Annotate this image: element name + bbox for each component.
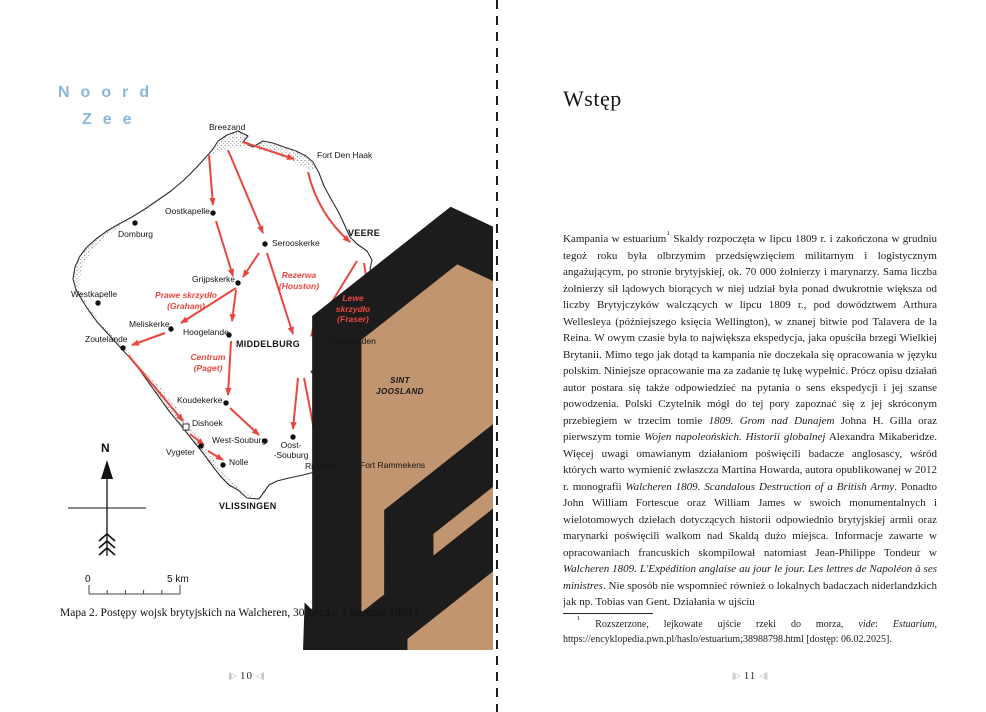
oost-souburg-line1: Oost- [280, 440, 302, 450]
unit-reserve-line1: Rezerwa [281, 270, 317, 280]
unit-centre-line2: (Paget) [193, 362, 223, 373]
compass-north-icon [68, 460, 146, 556]
sint-joosland-line2: JOOSLAND [376, 386, 424, 396]
town-label-domburg: Domburg [118, 229, 153, 239]
town-label-dishoek: Dishoek [192, 418, 223, 428]
town-label-veere: VEERE [348, 228, 381, 238]
town-label-zoutelande: Zoutelande [85, 334, 128, 344]
footer-ornament-left: ‖▷ [228, 672, 237, 680]
map-caption: Mapa 2. Postępy wojsk brytyjskich na Walcheren, 30 lipca – 1 sierpnia 1809 r. [60, 607, 422, 619]
unit-right-wing-line2: (Graham) [167, 300, 205, 311]
dot-oostkapelle [210, 210, 215, 215]
town-label-serooskerke: Serooskerke [272, 238, 320, 248]
town-label-grijpskerke: Grijpskerke [192, 274, 235, 284]
dot-nolle [220, 462, 225, 467]
page-number-right: 11 [743, 670, 757, 682]
town-label-meliskerke: Meliskerke [129, 319, 170, 329]
town-label-west-souburg: West-Souburg [212, 435, 267, 445]
dot-domburg [132, 220, 137, 225]
town-label-arnemuiden: Arnemuiden [330, 336, 376, 346]
dot-zoutelande [120, 345, 125, 350]
page-fold-dashed-line [496, 0, 498, 712]
dot-westkapelle [95, 300, 100, 305]
unit-centre-line1: Centrum [190, 352, 226, 362]
town-label-ritthem: Ritthem [305, 461, 335, 471]
town-label-koudekerke: Koudekerke [177, 395, 223, 405]
sint-joosland-line1: SINT [390, 376, 410, 385]
town-label-hoogelande: Hoogelande [183, 327, 229, 337]
dot-serooskerke [262, 241, 267, 246]
unit-reserve-line2: (Houston) [278, 280, 320, 291]
sea-label-noord: Noord [58, 84, 161, 101]
dishoek-marker [183, 424, 189, 430]
town-label-oostkapelle: Oostkapelle [165, 206, 210, 216]
unit-right-wing-line1: Prawe skrzydło [155, 290, 217, 300]
page-number-left: 10 [240, 670, 253, 682]
region-label-sint-joosland [372, 376, 428, 397]
left-page-footer [0, 670, 493, 682]
footnote-text: $^1$ Rozszerzone, lejkowate ujście rzeki do morza, vide: Estuarium, https://encyklopedia.pwn.pl/haslo/estuarium;38988798.html [dostęp: 06.02.2025]. [563, 615, 937, 645]
unit-label-reserve-houston [270, 270, 328, 291]
sea-label-zee: Zee [82, 111, 143, 128]
town-label-westkapelle: Westkapelle [71, 289, 118, 299]
body-paragraph: Kampania w estuarium$^1$ Skaldy rozpoczęta w lipcu 1809 r. i zakończona w grudniu tegoż roku była olbrzymim przedsięwzięciem militarnym i logistycznym angażującym, po stronie brytyjskiej, ok. 70 000 żołnierzy i marynarzy. Sama liczba żołnierzy sił lądowych biorących w niej udział była ponad dwukrotnie większa od liczby Brytyjczyków walczących w lipcu 1809 r., pod dowództwem Arthura Wellesleya (późniejszego księcia Wellington), w znanej bitwie pod Talavera de la Reina. W owym czasie była to największa ekspedycja, jaka opuściła brzegi Wielkiej Brytanii. Mimo tego jak dotąd ta kampania nie doczekała się opracowania w języku polskim. Niniejsze opracowanie ma za zadanie tę lukę wypełnić. Prócz opisu działań autor postara się także odpowiedzieć na pytania o sens ekspedycji i jej szanse powodzenia. Polski Czytelnik mógł do tej pory zapoznać się z jej skróconym przebiegiem w trzecim tomie 1809. Grom nad Dunajem Johna H. Gilla oraz pierwszym tomie Wojen napoleońskich. Historii globalnej Alexandra Mikaberidze. Więcej uwagi omawianym działaniom poświęcili badacze anglosascy, wśród których warto wymienić zwłaszcza Martina Howarda, autora opublikowanej w 2012 r. monografii Walcheren 1809. Scandalous Destruction of a British Army. Ponadto John William Fortescue oraz William James w swoich monumentalnych i wielotomowych dziełach dotyczących historii odpowiednio brytyjskiej armii oraz marynarki poświęcili walkom nad Skaldą dużo miejsca. Informacje zawarte w opracowaniach francuskich skompilował natomiast Jean-Philippe Tondeur w Walcheren 1809. L'Expédition anglaise au jour le jour. Les lettres de Napoléon à ses ministres. Nie sposób nie wspomnieć również o lokalnych badaczach niderlandzkich jak np. Tobias van Gent. Działania w ujściu [563, 231, 937, 608]
footer-ornament-left: ‖▷ [731, 672, 741, 680]
unit-label-right-wing-graham [148, 290, 224, 311]
town-label-breezand: Breezand [209, 122, 246, 132]
dot-vygeter [198, 443, 203, 448]
town-label-oost-souburg [270, 441, 312, 460]
dot-grijpskerke [235, 280, 240, 285]
town-label-fort-den-haak: Fort Den Haak [317, 150, 373, 160]
dot-oost-souburg [290, 434, 295, 439]
footer-ornament-right: ◁‖ [759, 672, 769, 680]
unit-label-centre-paget [183, 352, 233, 373]
chapter-title: Wstęp [563, 86, 622, 111]
right-page-footer [563, 670, 937, 682]
town-label-middelburg: MIDDELBURG [236, 339, 300, 349]
unit-left-wing-line3: (Fraser) [337, 314, 369, 324]
town-label-vlissingen: VLISSINGEN [219, 501, 277, 511]
scale-zero-label: 0 [85, 574, 91, 585]
town-label-nolle: Nolle [229, 457, 249, 467]
unit-left-wing-line1: Lewe [342, 293, 364, 303]
scale-max-label: 5 km [167, 574, 189, 585]
oost-souburg-line2: -Souburg [273, 449, 309, 460]
scale-bar [89, 585, 180, 594]
compass-n-label: N [101, 441, 110, 455]
footnote-separator [563, 613, 653, 614]
dot-koudekerke [223, 400, 228, 405]
unit-left-wing-line2: skrzydło [335, 303, 371, 314]
footer-ornament-right: ◁‖ [256, 672, 265, 680]
right-page [500, 0, 986, 712]
unit-label-left-wing-fraser [328, 293, 378, 325]
town-label-fort-rammekens: Fort Rammekens [360, 460, 426, 470]
town-label-vygeter: Vygeter [166, 447, 195, 457]
